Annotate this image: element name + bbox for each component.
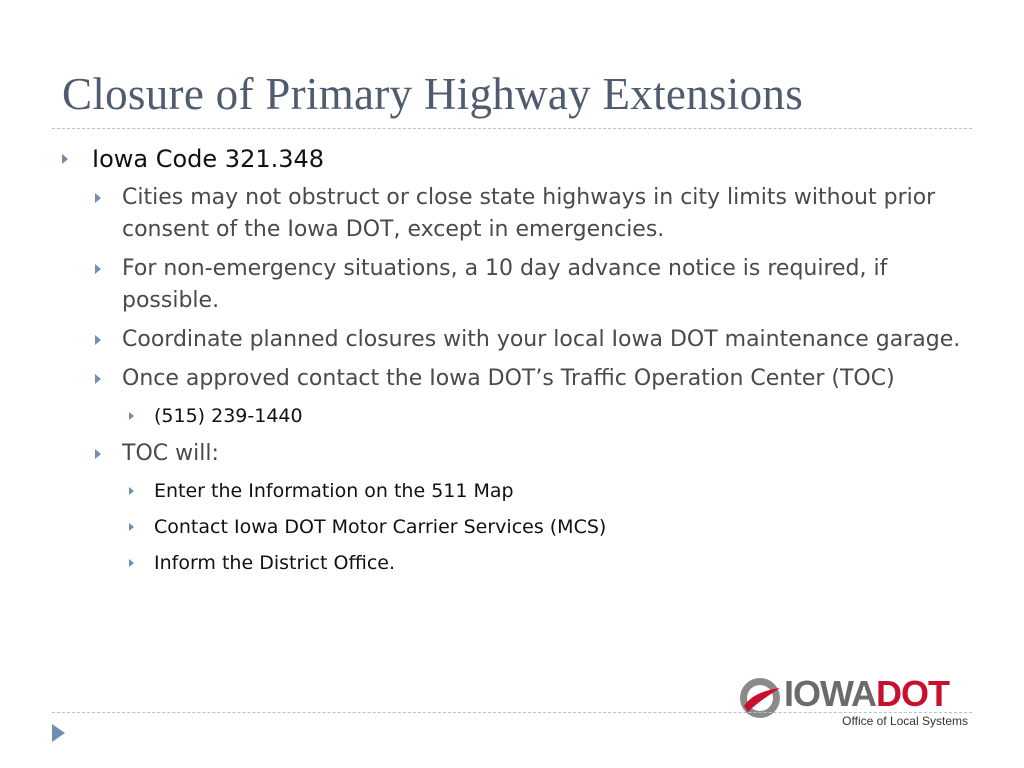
footer-divider — [52, 712, 972, 713]
iowa-dot-logo — [738, 672, 972, 732]
bullet-level2 — [62, 363, 972, 395]
bullet-level2 — [62, 324, 972, 356]
bullet-level3 — [62, 477, 972, 505]
triangle-right-icon — [95, 449, 101, 459]
triangle-right-icon — [129, 523, 134, 531]
title-divider — [52, 128, 972, 129]
triangle-right-icon — [95, 193, 101, 203]
logo-wordmark — [784, 672, 949, 716]
bullet-text: Cities may not obstruct or close state highways in city limits without prior consent of the Iowa DOT, except in emergencies. — [122, 185, 936, 242]
bullet-text: For non-emergency situations, a 10 day advance notice is required, if possible. — [122, 256, 888, 313]
bullet-level3 — [62, 402, 972, 430]
bullet-level2 — [62, 182, 972, 246]
bullet-level3 — [62, 549, 972, 577]
triangle-right-icon — [129, 412, 134, 420]
play-arrow-icon[interactable] — [52, 724, 65, 742]
bullet-text: Iowa Code 321.348 — [92, 145, 325, 173]
logo-iowa-text: IOWA — [784, 673, 876, 714]
triangle-right-icon — [95, 264, 101, 274]
bullet-text: Contact Iowa DOT Motor Carrier Services (MCS) — [154, 516, 607, 538]
triangle-right-icon — [129, 559, 134, 567]
bullet-text: Coordinate planned closures with your local Iowa DOT maintenance garage. — [122, 327, 961, 352]
logo-dot-text: DOT — [876, 673, 949, 714]
bullet-level3 — [62, 513, 972, 541]
triangle-right-icon — [95, 335, 101, 345]
bullet-text: Enter the Information on the 511 Map — [154, 480, 514, 502]
bullet-level2 — [62, 253, 972, 317]
triangle-right-icon — [95, 374, 101, 384]
bullet-level1 — [62, 142, 972, 176]
logo-subtitle: Office of Local Systems — [842, 714, 968, 728]
triangle-right-icon — [62, 154, 68, 164]
triangle-right-icon — [129, 487, 134, 495]
slide-title: Closure of Primary Highway Extensions — [62, 69, 804, 119]
bullet-text: TOC will: — [122, 441, 219, 466]
bullet-level2 — [62, 438, 972, 470]
bullet-text: Once approved contact the Iowa DOT’s Traffic Operation Center (TOC) — [122, 366, 895, 391]
phone-number: (515) 239-1440 — [154, 405, 303, 427]
iowa-dot-swoosh-icon — [738, 676, 782, 720]
bullet-list — [62, 142, 972, 585]
bullet-text: Inform the District Office. — [154, 552, 395, 574]
